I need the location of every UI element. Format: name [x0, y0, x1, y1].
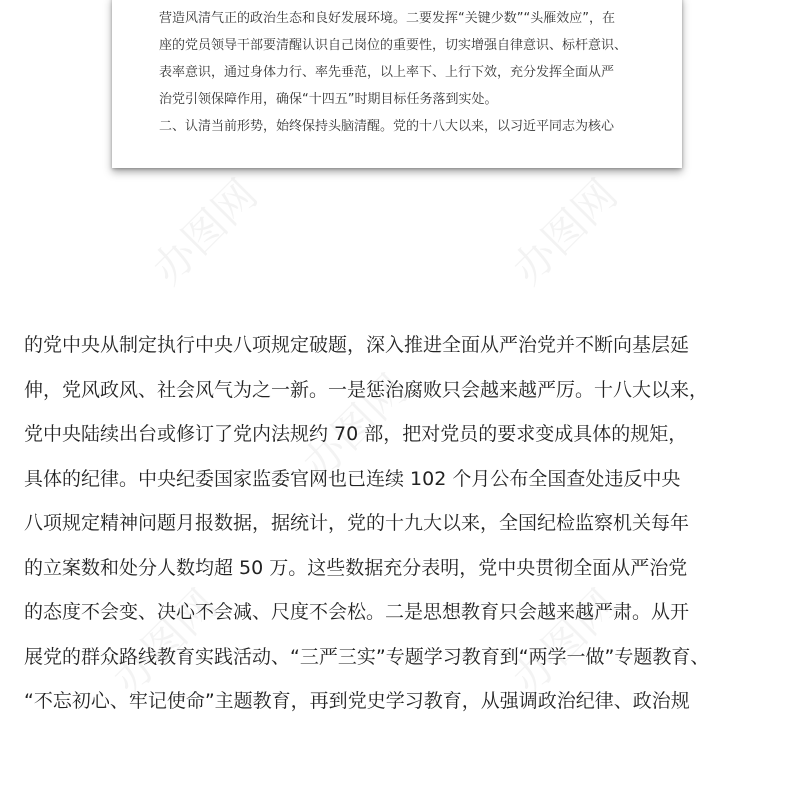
preview-line: 座的党员领导干部要清醒认识自己岗位的重要性，切实增强自律意识、标杆意识、: [159, 38, 628, 53]
body-line: 的立案数和处分人数均超 50 万。这些数据充分表明，党中央贯彻全面从严治党: [24, 556, 688, 579]
body-line: 八项规定精神问题月报数据，据统计，党的十九大以来，全国纪检监察机关每年: [24, 512, 690, 534]
preview-line: 表率意识，通过身体力行、率先垂范，以上率下、上行下效，充分发挥全面从严: [159, 65, 615, 80]
body-line: 的党中央从制定执行中央八项规定破题，深入推进全面从严治党并不断向基层延: [24, 334, 690, 356]
watermark: 办图网: [292, 364, 417, 489]
document-preview-card: [112, 0, 682, 168]
watermark: 办图网: [142, 169, 267, 294]
preview-paragraph: [159, 5, 645, 140]
body-line: 的态度不会变、决心不会减、尺度不会松。二是思想教育只会越来越严肃。从开: [24, 601, 690, 623]
body-line: “不忘初心、牢记使命”主题教育，再到党史学习教育，从强调政治纪律、政治规: [24, 690, 690, 712]
preview-line: 二、认清当前形势，始终保持头脑清醒。党的十八大以来，以习近平同志为核心: [159, 119, 615, 134]
watermark: 办图网: [502, 169, 627, 294]
document-body-paragraph: [24, 323, 784, 724]
watermark: 办图网: [502, 579, 627, 704]
watermark: 办图网: [102, 579, 227, 704]
preview-line: 营造风清气正的政治生态和良好发展环境。二要发挥“关键少数”“头雁效应”，在: [159, 11, 615, 26]
body-line: 展党的群众路线教育实践活动、“三严三实”专题学习教育到“两学一做”专题教育、: [24, 645, 710, 668]
body-line: 伸，党风政风、社会风气为之一新。一是惩治腐败只会越来越严厉。十八大以来，: [24, 378, 709, 401]
preview-line: 治党引领保障作用，确保“十四五”时期目标任务落到实处。: [159, 92, 498, 107]
body-line: 党中央陆续出台或修订了党内法规约 70 部，把对党员的要求变成具体的规矩，: [24, 423, 688, 445]
body-line: 具体的纪律。中央纪委国家监委官网也已连续 102 个月公布全国查处违反中央: [24, 467, 681, 490]
